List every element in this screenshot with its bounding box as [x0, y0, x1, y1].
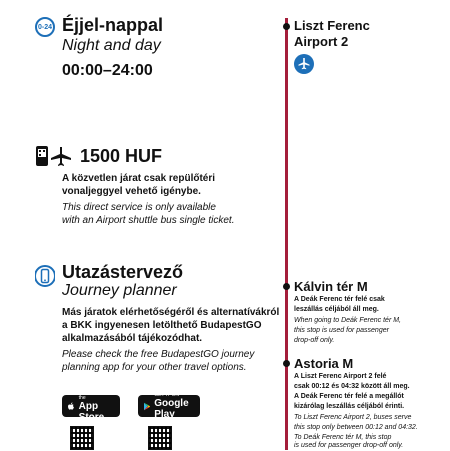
app-store-button[interactable]	[62, 389, 120, 423]
stop-dot-kalvin	[283, 283, 290, 290]
planner-text-en-2: planning app for your other travel options.	[62, 362, 247, 373]
stop-kalvin-hu-1: A Deák Ferenc tér felé csak	[294, 296, 385, 303]
price-note-hu-2: vonaljeggyel vehető igénybe.	[62, 186, 201, 197]
stop-astoria-hu-3: A Deák Ferenc tér felé a megállót	[294, 393, 404, 400]
stop-astoria-en-2: this stop only between 00:12 and 04:32.	[294, 424, 418, 431]
price-note-en-2: with an Airport shuttle bus single ticket.	[62, 215, 235, 226]
stop-kalvin-en-2: this stop is used for passenger	[294, 327, 389, 334]
stop-kalvin-en-1: When going to Deák Ferenc tér M,	[294, 317, 401, 324]
stop-astoria-hu-1: A Liszt Ferenc Airport 2 felé	[294, 373, 387, 380]
planner-text-hu-2: a BKK ingyenesen letölthető BudapestGO	[62, 320, 262, 331]
stop-astoria-en-3: To Deák Ferenc tér M, this stop	[294, 434, 392, 441]
planner-text-hu-3: alkalmazásából tájékozódhat.	[62, 333, 203, 344]
stop-dot-astoria	[283, 360, 290, 367]
planner-title-en: Journey planner	[62, 282, 177, 299]
stop-astoria-en-4: is used for passenger drop-off only.	[294, 442, 404, 449]
stop-astoria-name: Astoria M	[294, 356, 354, 371]
app-store-small: Download on the	[78, 389, 108, 401]
service-title-hu: Éjjel-nappal	[62, 15, 164, 35]
price-note-en-1: This direct service is only available	[62, 202, 216, 213]
stop-airport-name-2: Airport 2	[294, 34, 349, 49]
planner-text-hu-1: Más járatok elérhetőségéről és alternatívákról	[62, 307, 280, 318]
google-play-button[interactable]	[138, 392, 200, 420]
ticket-icon-group	[35, 145, 75, 167]
smartphone-icon	[35, 265, 55, 287]
google-play-big: Google Play	[154, 398, 189, 420]
service-hours: 00:00–24:00	[62, 62, 153, 79]
route-line	[285, 18, 288, 450]
stop-kalvin-en-3: drop-off only.	[294, 337, 335, 344]
stop-kalvin-hu-2: leszállás céljából áll meg.	[294, 306, 379, 313]
stop-astoria-en-1: To Liszt Ferenc Airport 2, buses serve	[294, 414, 412, 421]
stop-astoria-hu-2: csak 00:12 és 04:32 között áll meg.	[294, 383, 410, 390]
google-play-qr-code[interactable]	[148, 426, 172, 450]
apple-icon	[68, 401, 75, 412]
stop-astoria-hu-4: kizárólag leszállás céljából érinti.	[294, 403, 405, 410]
google-play-icon	[144, 401, 150, 412]
stop-dot-airport	[283, 23, 290, 30]
price-amount: 1500 HUF	[80, 146, 163, 166]
app-store-big: App Store	[78, 401, 105, 423]
ticket-phone-icon	[35, 145, 75, 167]
google-play-small: GET IT ON	[154, 392, 180, 398]
planner-title-hu: Utazástervező	[62, 262, 184, 282]
stop-airport-name-1: Liszt Ferenc	[294, 18, 370, 33]
app-store-qr-code[interactable]	[70, 426, 94, 450]
airplane-icon	[51, 147, 71, 166]
service-title-en: Night and day	[62, 37, 161, 54]
airport-icon	[294, 54, 314, 74]
stop-kalvin-name: Kálvin tér M	[294, 279, 368, 294]
price-note-hu-1: A közvetlen járat csak repülőtéri	[62, 173, 216, 184]
zero-24-icon: 0-24	[35, 17, 55, 37]
planner-text-en-1: Please check the free BudapestGO journey	[62, 349, 255, 360]
